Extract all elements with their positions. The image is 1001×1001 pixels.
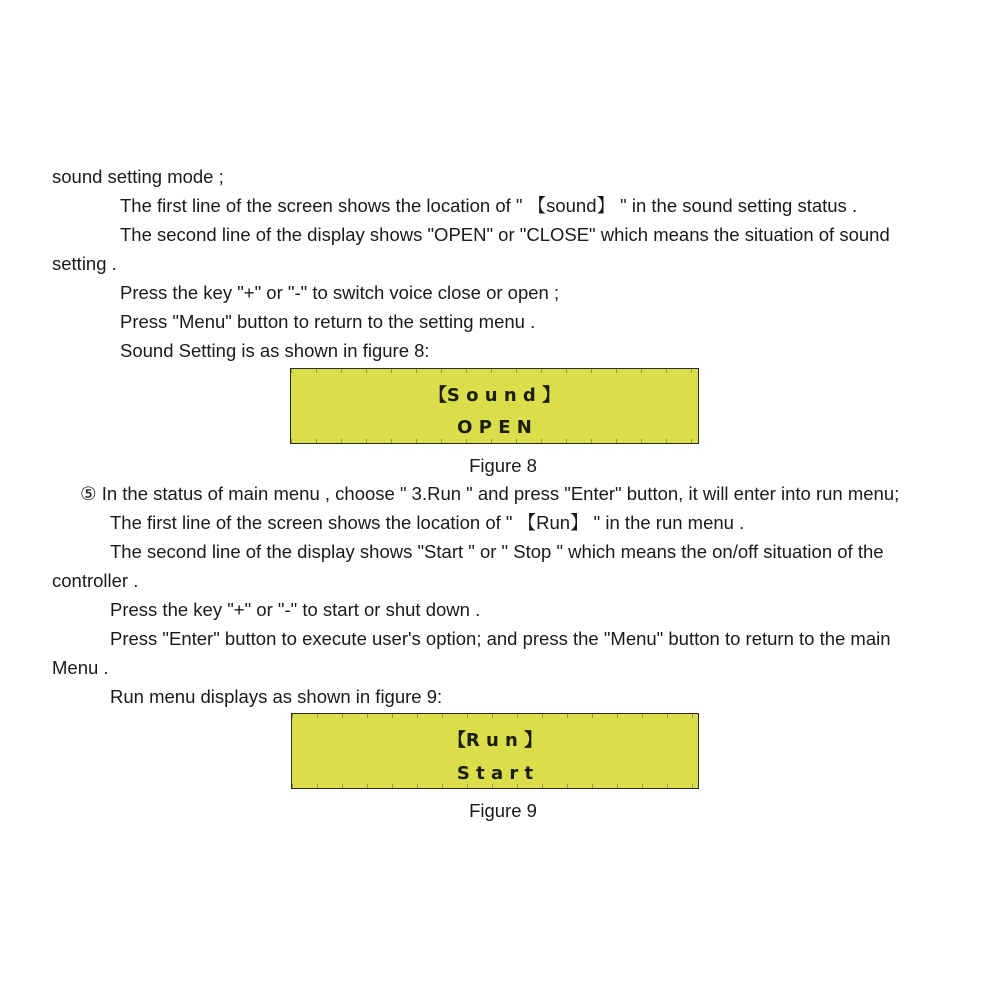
paragraph-sound-menu: Press "Menu" button to return to the setting menu . bbox=[120, 311, 536, 332]
paragraph-run-first-line: The first line of the screen shows the location of " 【Run】 " in the run menu . bbox=[110, 512, 745, 533]
lcd-bottom-ticks bbox=[291, 439, 698, 443]
lcd-line-2: S t a r t bbox=[456, 763, 534, 784]
paragraph-sound-figure-ref: Sound Setting is as shown in figure 8: bbox=[120, 340, 430, 361]
paragraph-run-second-line-cont: controller . bbox=[52, 570, 139, 591]
paragraph-sound-second-line: The second line of the display shows "OPEN" or "CLOSE" which means the situation of sound bbox=[120, 224, 890, 245]
lcd-line-1: 【R u n 】 bbox=[447, 730, 543, 751]
paragraph-sound-second-line-cont: setting . bbox=[52, 253, 117, 274]
paragraph-sound-mode: sound setting mode ; bbox=[52, 166, 224, 187]
figure-8-caption: Figure 8 bbox=[469, 455, 537, 476]
paragraph-sound-first-line: The first line of the screen shows the location of " 【sound】 " in the sound setting status . bbox=[120, 195, 858, 216]
paragraph-run-key: Press the key "+" or "-" to start or shut down . bbox=[110, 599, 481, 620]
paragraph-run-enter: Press "Enter" button to execute user's option; and press the "Menu" button to return to the main bbox=[110, 628, 891, 649]
paragraph-sound-key: Press the key "+" or "-" to switch voice close or open ; bbox=[120, 282, 560, 303]
paragraph-run-figure-ref: Run menu displays as shown in figure 9: bbox=[110, 686, 443, 707]
lcd-display-figure-8 bbox=[290, 368, 699, 444]
paragraph-run-enter-cont: Menu . bbox=[52, 657, 109, 678]
lcd-bottom-ticks bbox=[292, 784, 698, 788]
figure-9-caption: Figure 9 bbox=[469, 800, 537, 821]
paragraph-run-second-line: The second line of the display shows "Start " or " Stop " which means the on/off situation of the bbox=[110, 541, 884, 562]
paragraph-run-menu: ⑤ In the status of main menu , choose " 3.Run " and press "Enter" button, it will enter into run menu; bbox=[80, 483, 900, 504]
lcd-line-2: O P E N bbox=[457, 417, 532, 438]
lcd-display-figure-9 bbox=[291, 713, 699, 789]
lcd-top-ticks bbox=[291, 369, 698, 373]
lcd-top-ticks bbox=[292, 714, 698, 718]
lcd-line-1: 【S o u n d 】 bbox=[428, 385, 561, 406]
